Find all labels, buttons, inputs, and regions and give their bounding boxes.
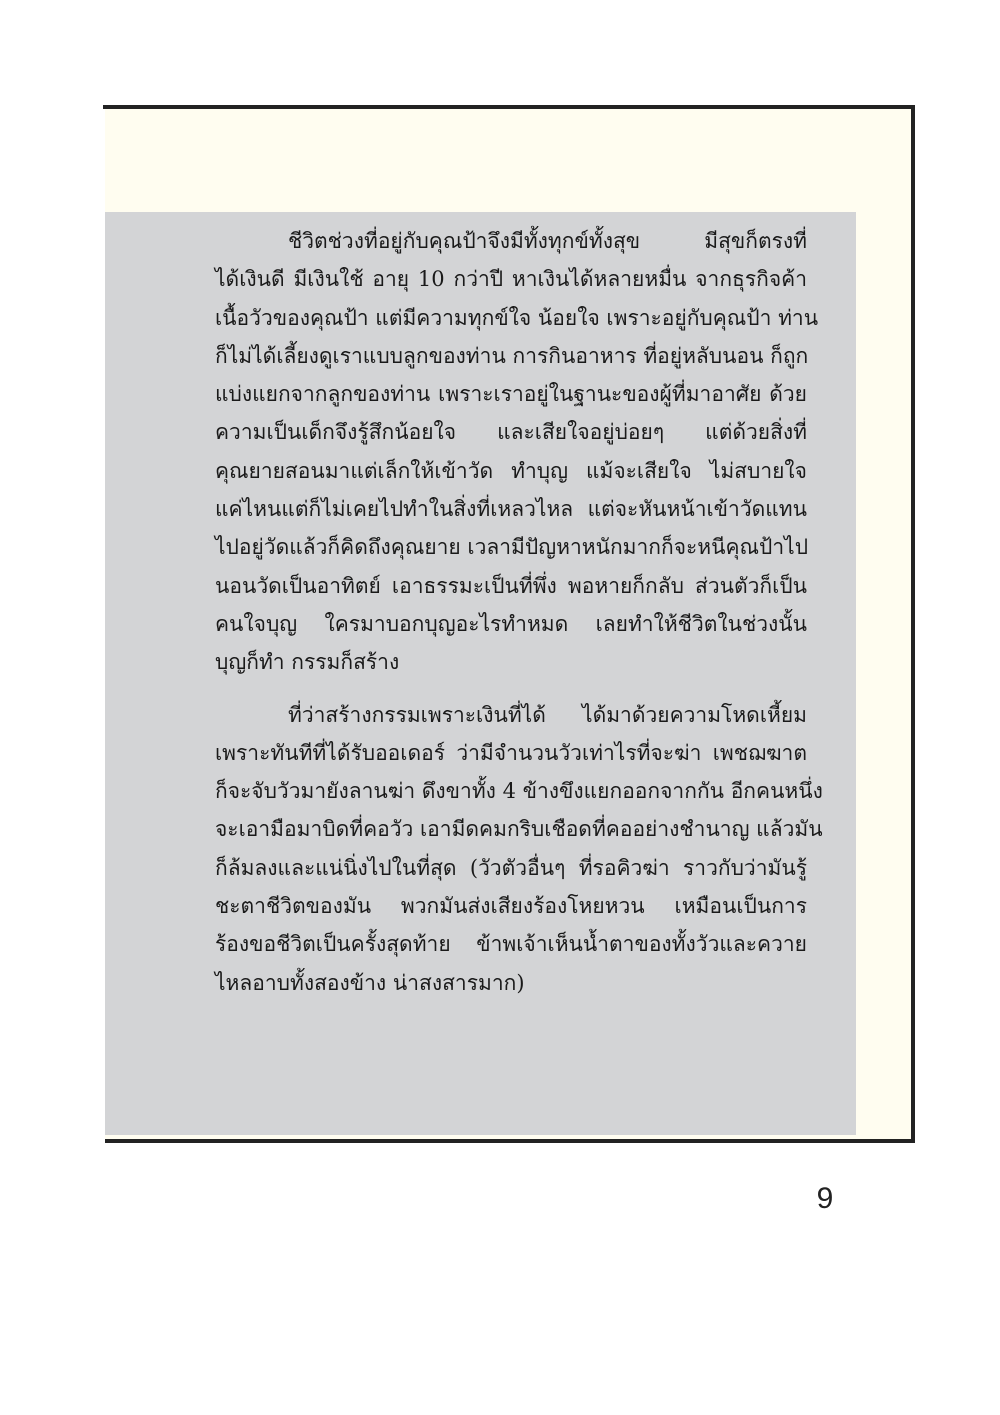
- text-line: ก็ไม่ได้เลี้ยงดูเราแบบลูกของท่าน การกินอาหาร ที่อยู่หลับนอน ก็ถูก: [215, 343, 809, 368]
- text-line: จะเอามือมาบิดที่คอวัว เอามีดคมกริบเชือดที่คออย่างชำนาญ แล้วมัน: [215, 817, 823, 842]
- text-line: เพราะทันทีที่ได้รับออเดอร์ ว่ามีจำนวนวัวเท่าไรที่จะฆ่า เพชฌฆาต: [215, 740, 807, 765]
- text-line: บุญก็ทำ กรรมก็สร้าง: [215, 650, 400, 675]
- text-line: ชีวิตช่วงที่อยู่กับคุณป้าจึงมีทั้งทุกข์ทั้งสุข มีสุขก็ตรงที่: [288, 229, 807, 253]
- text-line: ร้องขอชีวิตเป็นครั้งสุดท้าย ข้าพเจ้าเห็นน้ำตาของทั้งวัวและควาย: [215, 932, 807, 957]
- body-text: [215, 222, 823, 1002]
- text-line: คุณยายสอนมาแต่เล็กให้เข้าวัด ทำบุญ แม้จะเสียใจ ไม่สบายใจ: [215, 458, 807, 483]
- text-line: ก็จะจับวัวมายังลานฆ่า ดึงขาทั้ง 4 ข้างขึงแยกออกจากกัน อีกคนหนึ่ง: [215, 779, 823, 804]
- text-line: คนใจบุญ ใครมาบอกบุญอะไรทำหมด เลยทำให้ชีวิตในช่วงนั้น: [215, 611, 807, 636]
- text-line: ชะตาชีวิตของมัน พวกมันส่งเสียงร้องโหยหวน เหมือนเป็นการ: [215, 894, 807, 919]
- text-line: ก็ล้มลงและแน่นิ่งไปในที่สุด (วัวตัวอื่นๆ ที่รอคิวฆ่า ราวกับว่ามันรู้: [215, 855, 807, 880]
- text-line: ไปอยู่วัดแล้วก็คิดถึงคุณยาย เวลามีปัญหาหนักมากก็จะหนีคุณป้าไป: [215, 535, 809, 560]
- text-line: ได้เงินดี มีเงินใช้ อายุ 10 กว่าปี หาเงินได้หลายหมื่น จากธุรกิจค้า: [215, 267, 807, 292]
- text-line: แบ่งแยกจากลูกของท่าน เพราะเราอยู่ในฐานะของผู้ที่มาอาศัย ด้วย: [215, 382, 807, 407]
- text-line: ที่ว่าสร้างกรรมเพราะเงินที่ได้ ได้มาด้วยความโหดเหี้ยม: [288, 702, 807, 727]
- paragraph-1: [215, 222, 819, 682]
- text-line: ความเป็นเด็กจึงรู้สึกน้อยใจ และเสียใจอยู่บ่อยๆ แต่ด้วยสิ่งที่: [215, 420, 807, 445]
- text-line: เนื้อวัวของคุณป้า แต่มีความทุกข์ใจ น้อยใจ เพราะอยู่กับคุณป้า ท่าน: [215, 305, 819, 330]
- paragraph-2: [215, 696, 823, 1002]
- text-line: นอนวัดเป็นอาทิตย์ เอาธรรมะเป็นที่พึ่ง พอหายก็กลับ ส่วนตัวก็เป็น: [215, 573, 807, 598]
- text-line: ไหลอาบทั้งสองข้าง น่าสงสารมาก): [215, 970, 525, 995]
- text-line: แค่ไหนแต่ก็ไม่เคยไปทำในสิ่งที่เหลวไหล แต่จะหันหน้าเข้าวัดแทน: [215, 497, 807, 522]
- page-number: 9: [816, 1182, 834, 1215]
